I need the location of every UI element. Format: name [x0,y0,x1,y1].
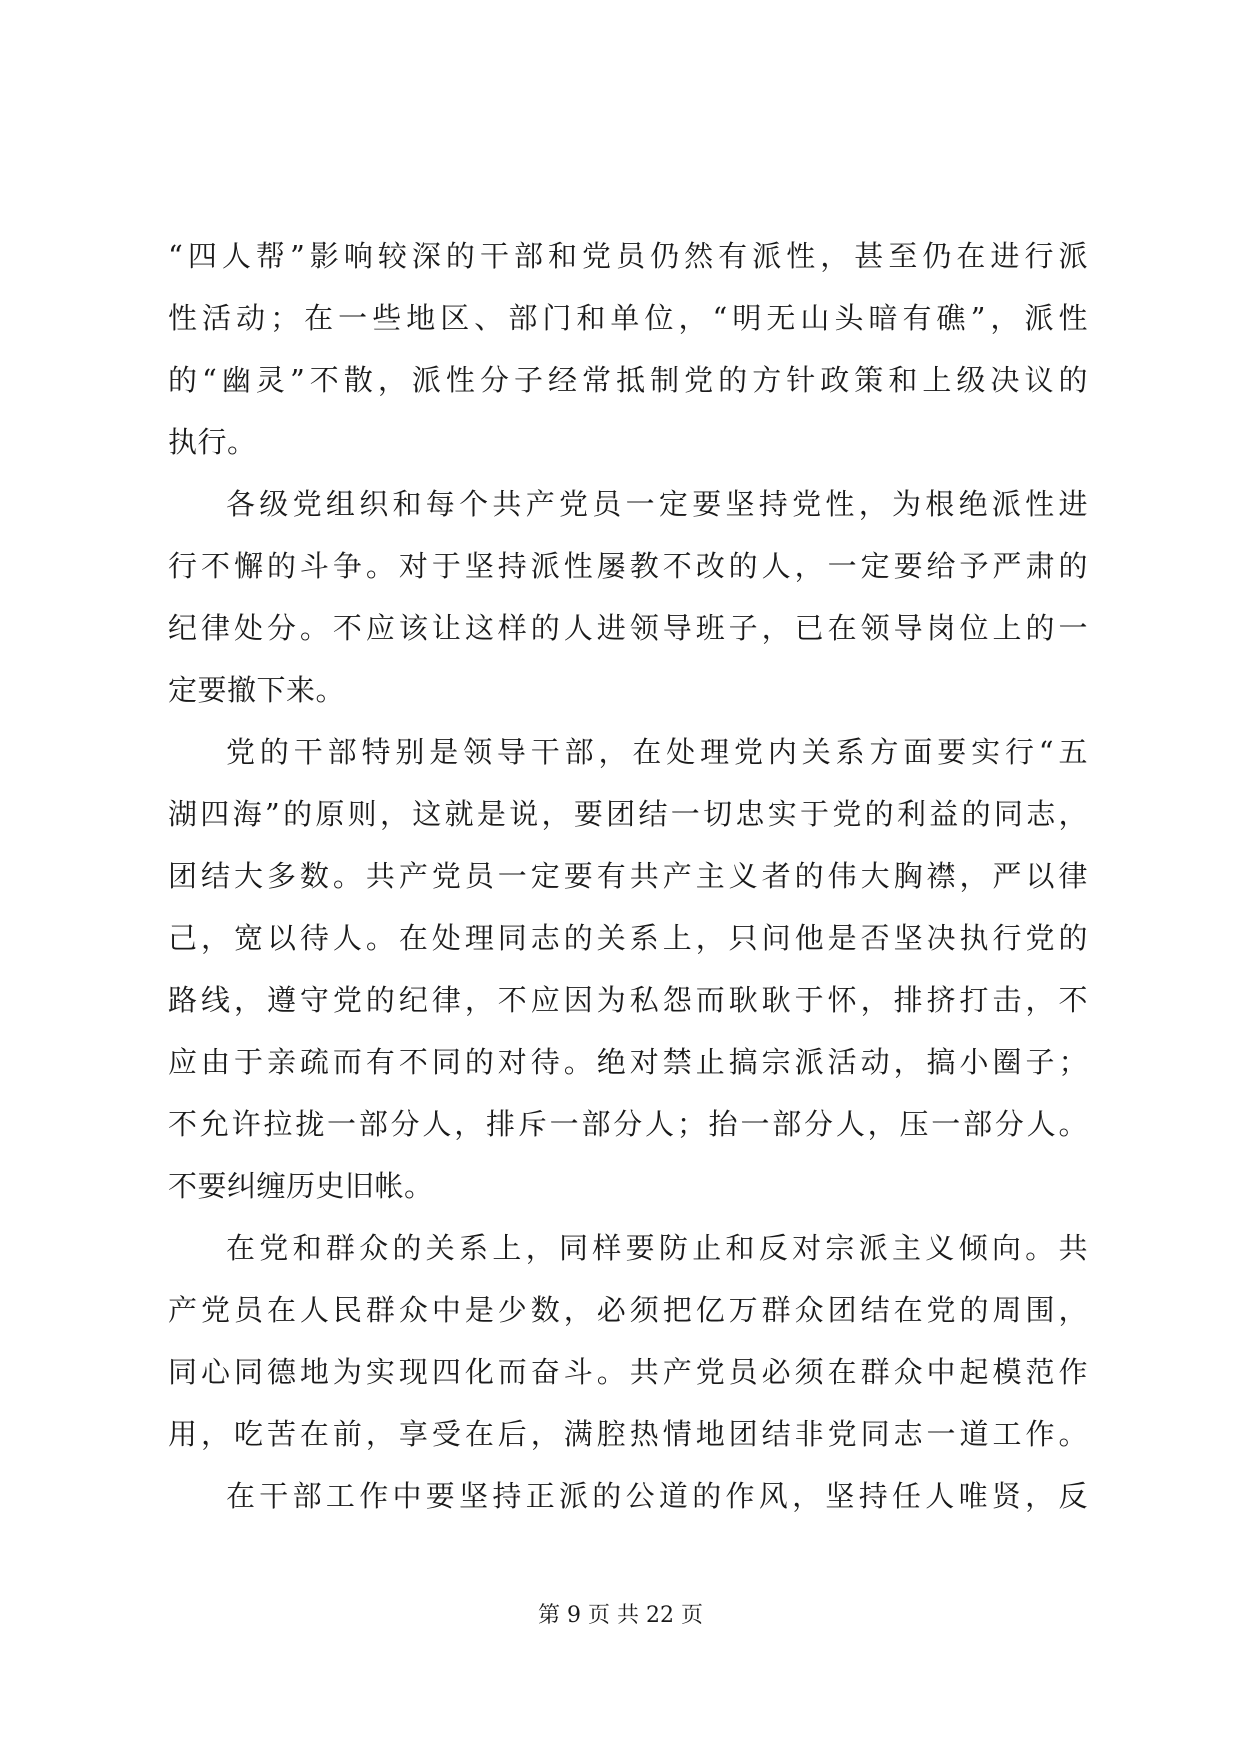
text-line: 团结大多数。共产党员一定要有共产主义者的伟大胸襟，严以律 [168,859,1088,893]
document-body [168,225,1088,1527]
text-line: 行不懈的斗争。对于坚持派性屡教不改的人，一定要给予严肃的 [168,549,1088,583]
text-line: 同心同德地为实现四化而奋斗。共产党员必须在群众中起模范作 [168,1355,1088,1389]
page-footer [0,1598,1241,1629]
text-line: 己，宽以待人。在处理同志的关系上，只问他是否坚决执行党的 [168,921,1088,955]
text-line: 在党和群众的关系上，同样要防止和反对宗派主义倾向。共 [226,1231,1088,1265]
text-line: 在干部工作中要坚持正派的公道的作风，坚持任人唯贤，反 [226,1479,1088,1513]
paragraph-3 [168,721,1088,1217]
text-line: 应由于亲疏而有不同的对待。绝对禁止搞宗派活动，搞小圈子； [168,1045,1088,1079]
text-line: 的“幽灵”不散，派性分子经常抵制党的方针政策和上级决议的 [168,363,1088,397]
paragraph-4 [168,1217,1088,1465]
paragraph-5 [168,1465,1088,1527]
page-number-label: 第 9 页 共 22 页 [538,1603,703,1628]
text-line: 产党员在人民群众中是少数，必须把亿万群众团结在党的周围， [168,1293,1088,1327]
text-line: 不要纠缠历史旧帐。 [168,1169,434,1203]
text-line: 纪律处分。不应该让这样的人进领导班子，已在领导岗位上的一 [168,611,1088,645]
text-line: 各级党组织和每个共产党员一定要坚持党性，为根绝派性进 [226,487,1088,521]
text-line: “四人帮”影响较深的干部和党员仍然有派性，甚至仍在进行派 [168,239,1088,273]
paragraph-2 [168,473,1088,721]
text-line: 执行。 [168,425,257,459]
text-line: 不允许拉拢一部分人，排斥一部分人；抬一部分人，压一部分人。 [168,1107,1088,1141]
text-line: 性活动；在一些地区、部门和单位，“明无山头暗有礁”，派性 [168,301,1088,335]
text-line: 路线，遵守党的纪律，不应因为私怨而耿耿于怀，排挤打击，不 [168,983,1088,1017]
text-line: 定要撤下来。 [168,673,346,707]
paragraph-1 [168,225,1088,473]
text-line: 用，吃苦在前，享受在后，满腔热情地团结非党同志一道工作。 [168,1417,1088,1451]
text-line: 湖四海”的原则，这就是说，要团结一切忠实于党的利益的同志， [168,797,1088,831]
text-line: 党的干部特别是领导干部，在处理党内关系方面要实行“五 [226,735,1088,769]
